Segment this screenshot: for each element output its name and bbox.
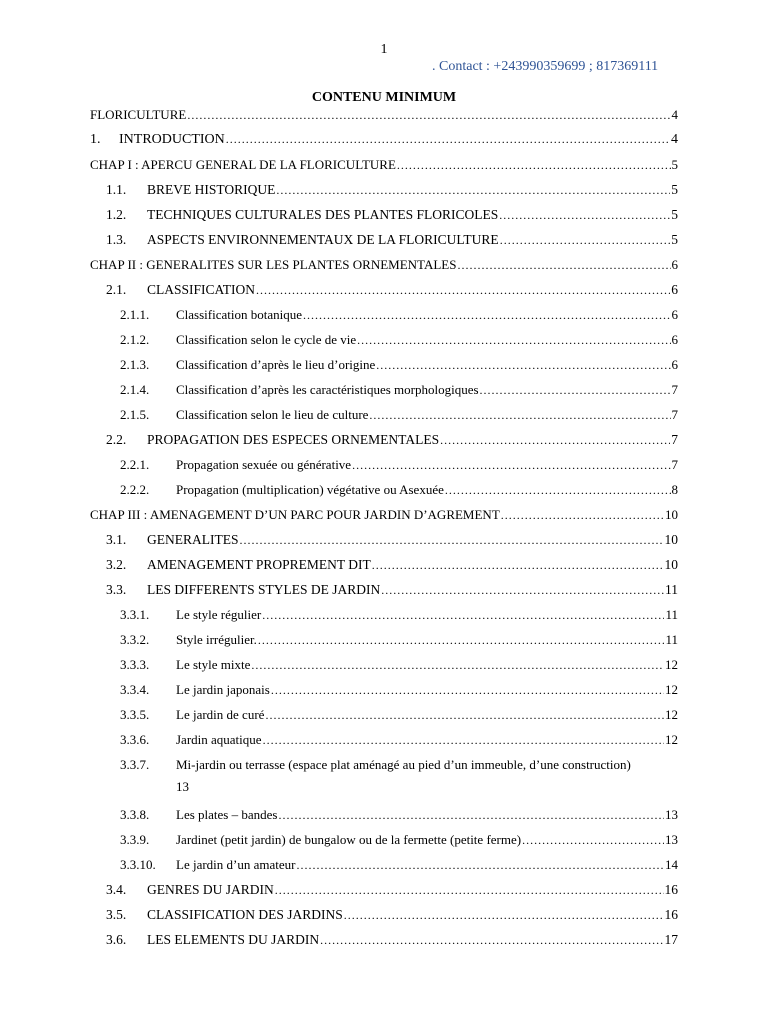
page-number: 1 <box>380 42 388 57</box>
toc-dot-leader <box>500 232 671 249</box>
toc-entry-number: 3.3.5. <box>120 707 150 722</box>
toc-dot-leader <box>445 482 671 499</box>
toc-entry-title: Jardinet (petit jardin) de bungalow ou de la fermette (petite ferme) <box>176 832 522 847</box>
toc-dot-leader <box>501 507 664 524</box>
toc-entry-number: 2.2. <box>106 432 127 447</box>
toc-entry-page: 5 <box>671 207 678 222</box>
toc-entry-title: Le jardin d’un amateur <box>176 857 296 872</box>
toc-dot-leader <box>278 807 664 824</box>
toc-entry[interactable] <box>90 731 678 756</box>
toc-entry-number: 2.1. <box>106 282 127 297</box>
toc-entry-number: 2.1.3. <box>120 357 150 372</box>
toc-entry-page: 10 <box>664 557 678 572</box>
toc-entry[interactable] <box>90 581 678 606</box>
toc-entry-title: Style irrégulier. <box>176 632 257 647</box>
toc-dot-leader <box>187 107 670 124</box>
toc-entry-title: Mi-jardin ou terrasse (espace plat aménagé au pied d’un immeuble, d’une construction) <box>176 757 631 772</box>
toc-entry-title: Jardin aquatique <box>176 732 262 747</box>
toc-dot-leader <box>522 832 664 849</box>
toc-dot-leader <box>397 157 671 174</box>
toc-entry[interactable] <box>90 231 678 256</box>
toc-entry[interactable] <box>90 531 678 556</box>
toc-entry-page: 12 <box>665 732 678 747</box>
toc-entry-page: 12 <box>665 682 678 697</box>
toc-entry-number: 1.3. <box>106 232 127 247</box>
toc-entry-title: GENRES DU JARDIN <box>147 882 274 897</box>
toc-entry-page: 13 <box>665 807 678 822</box>
toc-entry-title: CHAP I : APERCU GENERAL DE LA FLORICULTURE <box>90 157 396 172</box>
toc-entry-page: 11 <box>665 632 678 647</box>
toc-entry-title: Classification selon le lieu de culture <box>176 407 369 422</box>
toc-entry-title: Le jardin japonais <box>176 682 270 697</box>
toc-dot-leader <box>271 682 664 699</box>
toc-entry-page: 12 <box>665 657 678 672</box>
toc-entry-title: CLASSIFICATION DES JARDINS <box>147 907 343 922</box>
toc-entry[interactable] <box>90 206 678 231</box>
toc-entry[interactable] <box>90 931 678 956</box>
toc-entry-page: 6 <box>671 357 678 372</box>
toc-entry[interactable] <box>90 906 678 931</box>
toc-dot-leader <box>352 457 670 474</box>
toc-entry[interactable] <box>90 706 678 731</box>
toc-entry-number: 3.3.3. <box>120 657 150 672</box>
toc-entry-title: INTRODUCTION <box>119 132 225 147</box>
toc-dot-leader <box>263 732 664 749</box>
toc-dot-leader <box>372 557 664 574</box>
toc-entry-number: 3.2. <box>106 557 127 572</box>
toc-entry-page: 11 <box>665 607 678 622</box>
toc-entry-page: 8 <box>671 482 678 497</box>
toc-entry[interactable] <box>90 331 678 356</box>
toc-entry-number: 2.2.2. <box>120 482 150 497</box>
toc-entry-page: 7 <box>671 432 678 447</box>
toc-entry-page: 16 <box>664 882 678 897</box>
toc-entry-page: 5 <box>671 182 678 197</box>
toc-entry-number: 3.3. <box>106 582 127 597</box>
toc-entry-page: 6 <box>671 282 678 297</box>
toc-entry-title: FLORICULTURE <box>90 107 187 122</box>
toc-entry-page: 10 <box>664 532 678 547</box>
toc-dot-leader <box>256 282 670 299</box>
toc-entry[interactable] <box>90 606 678 631</box>
contact-info: . Contact : +243990359699 ; 817369111 <box>432 59 659 74</box>
toc-entry-page: 11 <box>665 582 678 597</box>
toc-dot-leader <box>499 207 670 224</box>
toc-entry-title: CHAP III : AMENAGEMENT D’UN PARC POUR JARDIN D’AGREMENT <box>90 507 500 522</box>
toc-entry-number: 3.3.7. <box>120 757 150 772</box>
toc-entry-number: 3.4. <box>106 882 127 897</box>
toc-dot-leader <box>258 632 665 649</box>
toc-dot-leader <box>381 582 664 599</box>
toc-entry-title: GENERALITES <box>147 532 239 547</box>
toc-entry-title: BREVE HISTORIQUE <box>147 182 276 197</box>
toc-entry-page: 13 <box>176 779 189 794</box>
toc-entry[interactable] <box>90 556 678 581</box>
toc-entry[interactable] <box>90 881 678 906</box>
toc-entry-page: 6 <box>671 257 678 272</box>
toc-dot-leader <box>303 307 670 324</box>
toc-entry-number: 2.1.1. <box>120 307 150 322</box>
toc-dot-leader <box>275 882 664 899</box>
toc-entry[interactable] <box>90 381 678 406</box>
toc-entry-page: 16 <box>664 907 678 922</box>
toc-entry-title: Le jardin de curé <box>176 707 265 722</box>
toc-dot-leader <box>480 382 671 399</box>
toc-entry-title: ASPECTS ENVIRONNEMENTAUX DE LA FLORICULTURE <box>147 232 499 247</box>
toc-entry-title: CHAP II : GENERALITES SUR LES PLANTES ORNEMENTALES <box>90 257 457 272</box>
toc-entry-page: 13 <box>665 832 678 847</box>
toc-entry-title: Propagation (multiplication) végétative ou Asexuée <box>176 482 444 497</box>
toc-title: CONTENU MINIMUM <box>311 90 457 105</box>
toc-dot-leader <box>262 607 664 624</box>
toc-entry-title: Classification d’après les caractéristiques morphologiques <box>176 382 479 397</box>
toc-entry-number: 3.3.1. <box>120 607 150 622</box>
toc-dot-leader <box>376 357 670 374</box>
toc-entry-title: Les plates – bandes <box>176 807 278 822</box>
toc-entry-page: 6 <box>671 307 678 322</box>
toc-dot-leader <box>457 257 670 274</box>
toc-entry[interactable] <box>90 656 678 681</box>
toc-entry[interactable] <box>90 681 678 706</box>
toc-entry[interactable] <box>90 131 678 156</box>
toc-entry-title: LES DIFFERENTS STYLES DE JARDIN <box>147 582 381 597</box>
toc-entry-page: 7 <box>671 457 678 472</box>
toc-entry-page: 7 <box>671 382 678 397</box>
toc-entry-number: 3.3.4. <box>120 682 150 697</box>
toc-entry[interactable] <box>90 181 678 206</box>
toc-entry-number: 3.5. <box>106 907 127 922</box>
toc-entry[interactable] <box>90 431 678 456</box>
toc-entry-number: 3.1. <box>106 532 127 547</box>
toc-entry-title: TECHNIQUES CULTURALES DES PLANTES FLORICOLES <box>147 207 499 222</box>
toc-entry-title: Propagation sexuée ou générative <box>176 457 352 472</box>
toc-entry-page: 14 <box>665 857 678 872</box>
toc-entry-title: AMENAGEMENT PROPREMENT DIT <box>147 557 371 572</box>
toc-entry-title: PROPAGATION DES ESPECES ORNEMENTALES <box>147 432 440 447</box>
table-of-contents <box>90 106 678 956</box>
toc-entry-title: CLASSIFICATION <box>147 282 256 297</box>
toc-entry-number: 3.3.2. <box>120 632 150 647</box>
toc-dot-leader <box>320 932 663 949</box>
toc-entry-number: 3.3.10. <box>120 857 156 872</box>
toc-dot-leader <box>276 182 670 199</box>
toc-entry-title: Classification selon le cycle de vie <box>176 332 357 347</box>
toc-entry[interactable] <box>90 806 678 831</box>
toc-entry[interactable] <box>90 406 678 431</box>
toc-entry[interactable] <box>90 156 678 181</box>
toc-entry-number: 2.2.1. <box>120 457 150 472</box>
toc-dot-leader <box>296 857 664 874</box>
toc-entry-number: 3.3.9. <box>120 832 150 847</box>
toc-entry-number: 2.1.4. <box>120 382 150 397</box>
toc-entry-page: 5 <box>671 157 678 172</box>
toc-entry-number: 1.2. <box>106 207 127 222</box>
toc-entry-number: 3.3.8. <box>120 807 150 822</box>
toc-dot-leader <box>357 332 670 349</box>
toc-entry-number: 1. <box>90 132 101 147</box>
toc-entry-page: 5 <box>671 232 678 247</box>
toc-entry-number: 3.3.6. <box>120 732 150 747</box>
toc-entry-page: 6 <box>671 332 678 347</box>
toc-entry-title: Le style régulier <box>176 607 262 622</box>
toc-entry-number: 2.1.2. <box>120 332 150 347</box>
toc-entry-page: 10 <box>665 507 678 522</box>
toc-entry-title: Classification botanique <box>176 307 303 322</box>
toc-dot-leader <box>440 432 670 449</box>
toc-dot-leader <box>265 707 664 724</box>
toc-dot-leader <box>240 532 664 549</box>
toc-entry-page: 7 <box>671 407 678 422</box>
toc-entry-title: Le style mixte <box>176 657 251 672</box>
toc-entry[interactable] <box>90 856 678 881</box>
toc-entry-title: LES ELEMENTS DU JARDIN <box>147 932 320 947</box>
toc-entry-number: 1.1. <box>106 182 127 197</box>
toc-entry-title: Classification d’après le lieu d’origine <box>176 357 376 372</box>
toc-entry[interactable] <box>90 506 678 531</box>
toc-entry-number: 3.6. <box>106 932 127 947</box>
toc-entry-page: 17 <box>664 932 678 947</box>
toc-entry[interactable] <box>90 281 678 306</box>
toc-dot-leader <box>369 407 670 424</box>
toc-entry-page: 4 <box>671 132 678 147</box>
toc-dot-leader <box>251 657 664 674</box>
toc-entry[interactable] <box>90 481 678 506</box>
toc-entry[interactable] <box>90 631 678 656</box>
toc-entry[interactable] <box>90 106 678 131</box>
toc-dot-leader <box>226 131 670 148</box>
toc-dot-leader <box>344 907 664 924</box>
toc-entry[interactable] <box>90 306 678 331</box>
toc-entry-number: 2.1.5. <box>120 407 150 422</box>
toc-entry[interactable] <box>90 456 678 481</box>
toc-entry[interactable] <box>90 256 678 281</box>
toc-entry-page: 4 <box>671 107 678 122</box>
toc-entry[interactable] <box>90 831 678 856</box>
toc-entry[interactable] <box>90 356 678 381</box>
toc-entry-page: 12 <box>665 707 678 722</box>
toc-entry[interactable] <box>90 756 678 806</box>
